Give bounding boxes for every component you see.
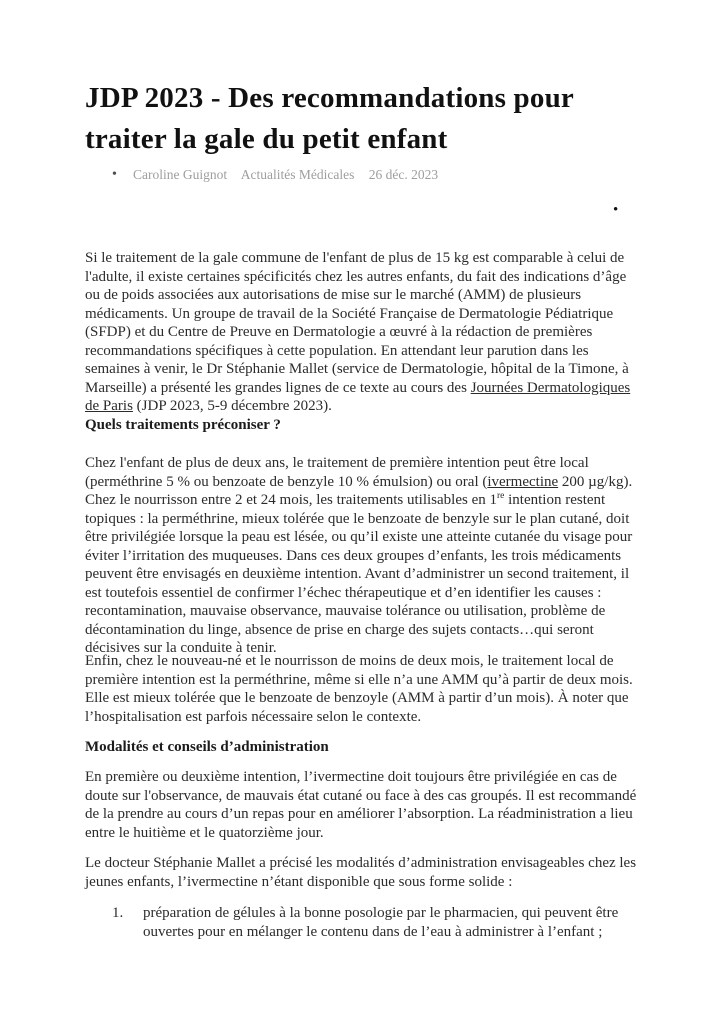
text-run: 200 µg/kg). Chez le nourrisson entre 2 et 24 mois, les traitements utilisables en 1: [85, 473, 633, 508]
administration-list: [85, 904, 643, 941]
byline: [85, 166, 643, 184]
inline-link[interactable]: Journées Dermatologiques de Paris: [85, 379, 631, 414]
text-run: Chez l'enfant de plus de deux ans, le traitement de première intention peut être local (perméthrine 5 % ou benzoate de benzyle 10 % émulsion) ou oral (: [85, 455, 589, 490]
section-heading-treatments: Quels traitements préconiser ?: [85, 417, 281, 433]
paragraph-ivermectine-advice: En première ou deuxième intention, l’ivermectine doit toujours être privilégiée en cas de doute sur l'observance, de mauvais état cutané ou face à des cas groupés. Il est recommandé de la prendre au cours d’un repas pour en améliorer l’absorption. La réadministration a lieu entre le huitième et le quatorzième jour.: [85, 769, 637, 841]
inline-link[interactable]: ivermectine: [487, 473, 559, 490]
paragraph-intro: [85, 249, 643, 416]
paragraph-administration-intro: Le docteur Stéphanie Mallet a précisé les modalités d’administration envisageables chez les jeunes enfants, l’ivermectine n’étant disponible que sous forme solide :: [85, 855, 637, 890]
paragraph-newborn-treatment: Enfin, chez le nouveau-né et le nourrisson de moins de deux mois, le traitement local de première intention est la perméthrine, même si elle n’a une AMM qu’à partir de deux mois. Elle est mieux tolérée que le benzoate de benzoyle (AMM à partir d’un mois). À noter que l’hospitalisation est parfois nécessaire selon le contexte.: [85, 653, 633, 725]
article-title: JDP 2023 - Des recommandations pour traiter la gale du petit enfant: [85, 82, 574, 155]
text-run: intention restent topiques : la perméthrine, mieux tolérée que le benzoate de benzyle sur le plan cutané, doit être privilégiée lorsque la peau est lésée, ou qu’il existe une atteinte cutanée du visage pour éviter l’irritation des muqueuses. Dans ces deux groupes d’enfants, les trois médicaments peuvent être envisagés en deuxième intention. Avant d’administrer un second traitement, il est toutefois essentiel de confirmer l’échec thérapeutique et d’en identifier les causes : recontamination, mauvaise observance, mauvaise tolérance ou utilisation, problème de décontamination du linge, absence de prise en charge des sujets contacts…qui seront décisives sur la conduite à tenir.: [85, 492, 633, 656]
byline-bullet-icon: •: [112, 167, 117, 182]
stray-list-bullet-icon: •: [613, 202, 619, 218]
section-heading-modalities: Modalités et conseils d’administration: [85, 739, 329, 755]
list-item-text: préparation de gélules à la bonne posologie par le pharmacien, qui peuvent être ouvertes pour en mélanger le contenu dans de l’eau à administrer à l’enfant ;: [143, 905, 619, 940]
byline-date: 26 déc. 2023: [368, 167, 439, 182]
list-item-capsule-preparation: [85, 904, 643, 941]
list-item-number: 1.: [112, 905, 124, 921]
paragraph-treatments-first-intention: [85, 454, 643, 658]
byline-category: Actualités Médicales: [240, 167, 355, 182]
text-run: (JDP 2023, 5-9 décembre 2023).: [132, 398, 332, 414]
byline-author: Caroline Guignot: [133, 167, 228, 182]
text-run: Si le traitement de la gale commune de l'enfant de plus de 15 kg est comparable à celui de l'adulte, il existe certaines spécificités chez les autres enfants, du fait des indications d’âge ou de poids associées aux autorisations de mise sur le marché (AMM) de plusieurs médicaments. Un groupe de travail de la Société Française de Dermatologie Pédiatrique (SFDP) et du Centre de Preuve en Dermatologie a œuvré à la rédaction de premières recommandations spécifiques à cette population. En attendant leur parution dans les semaines à venir, le Dr Stéphanie Mallet (service de Dermatologie, hôpital de la Timone, à Marseille) a présenté les grandes lignes de ce texte au cours des: [85, 250, 629, 396]
superscript-text: re: [497, 491, 505, 501]
